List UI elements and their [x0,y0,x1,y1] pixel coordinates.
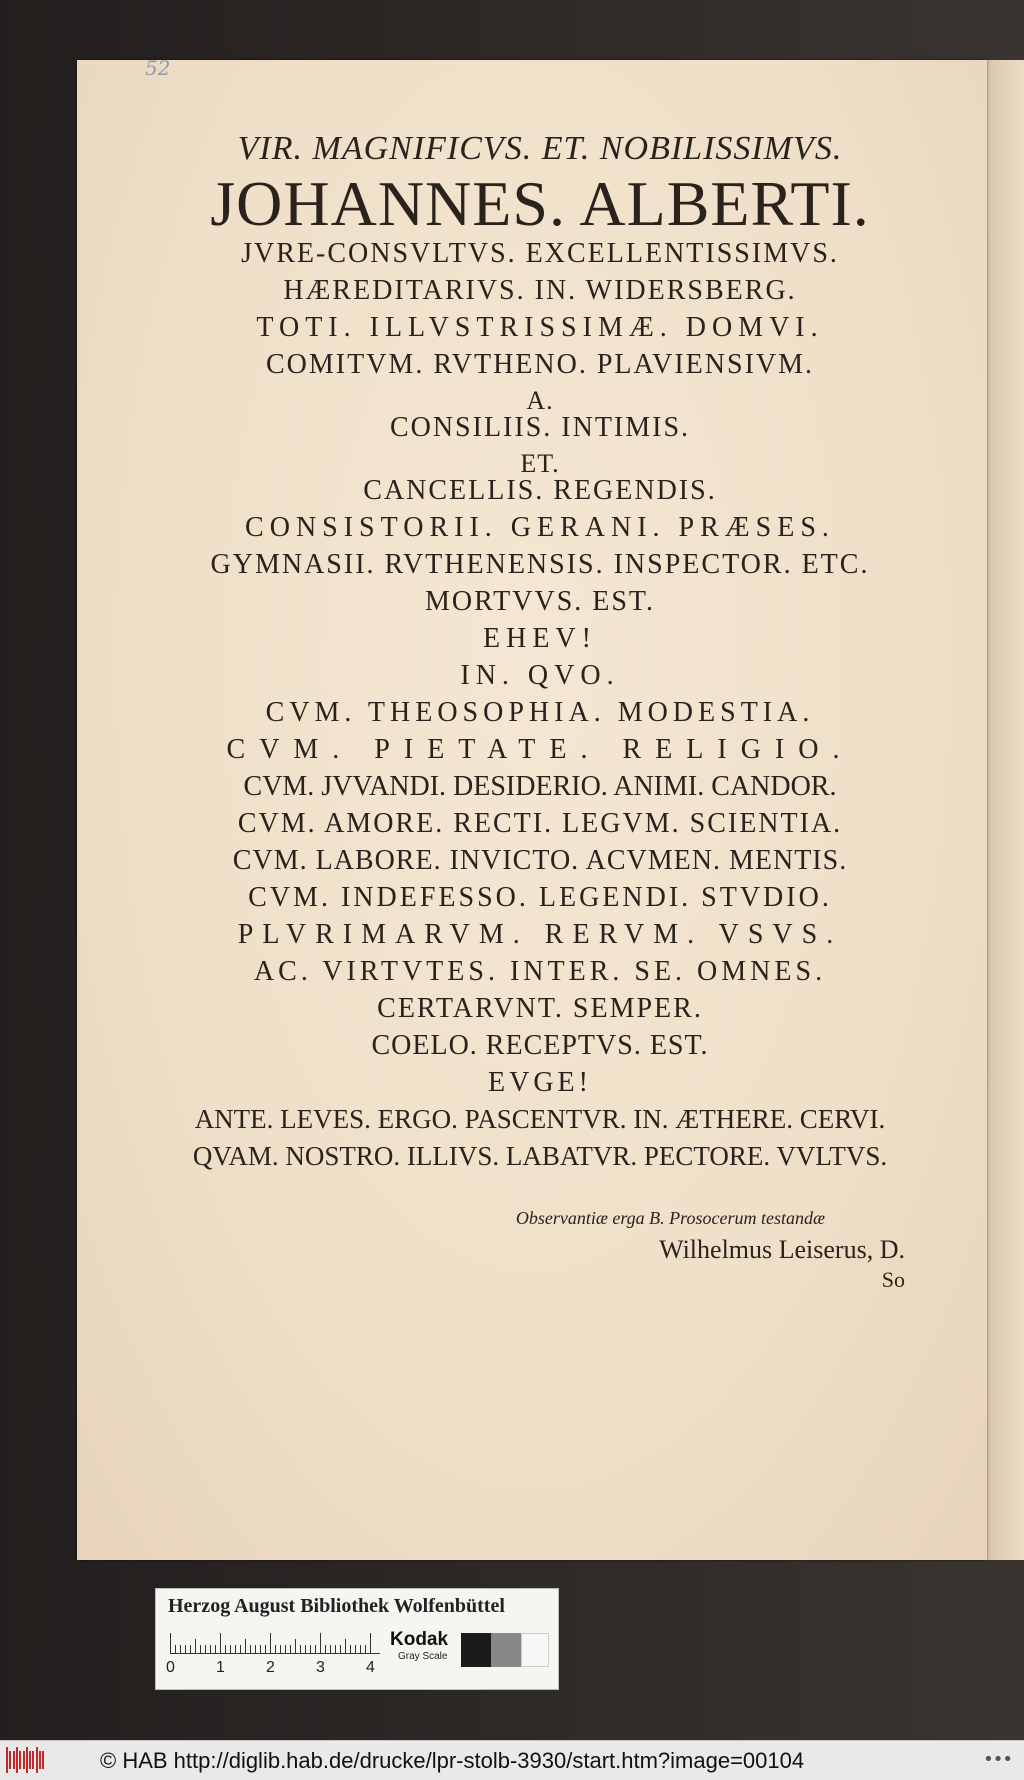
logo-stripe [29,1751,31,1769]
epitaph-line: COMITVM. RVTHENO. PLAVIENSIVM. [265,351,815,380]
ruler-tick [360,1645,361,1653]
ruler-tick [240,1645,241,1653]
logo-stripe [32,1751,34,1769]
logo-stripe [6,1747,8,1773]
epitaph-line: CVM. THEOSOPHIA. MODESTIA. [265,699,815,728]
logo-stripe [19,1751,21,1769]
ruler-tick [195,1639,196,1653]
epitaph-line: CVM. JVVANDI. DESIDERIO. ANIMI. CANDOR. [243,773,837,802]
ruler-tick [350,1645,351,1653]
logo-stripe [13,1751,15,1769]
ruler-tick [315,1645,316,1653]
gray-swatch-dark [461,1633,491,1667]
logo-stripe [36,1747,38,1773]
ruler-tick [225,1645,226,1653]
epitaph-line: HÆREDITARIVS. IN. WIDERSBERG. [283,277,797,306]
ruler-tick [335,1645,336,1653]
epitaph-name-line: JOHANNES. ALBERTI. [210,172,870,239]
ruler-tick [190,1645,191,1653]
ruler-tick [365,1645,366,1653]
epitaph-line: EVGE! [488,1069,592,1098]
copyright-url[interactable]: © HAB http://diglib.hab.de/drucke/lpr-stolb-3930/start.htm?image=00104 [100,1748,805,1773]
epitaph-line: A. [526,388,554,414]
epitaph-line: CVM. AMORE. RECTI. LEGVM. SCIENTIA. [237,810,843,839]
ruler-tick [300,1645,301,1653]
logo-stripe [16,1747,18,1773]
ruler-number: 2 [266,1659,275,1676]
ruler-tick [250,1645,251,1653]
ruler-tick [320,1633,321,1653]
epitaph-line: CONSISTORII. GERANI. PRÆSES. [245,514,835,543]
signature-note: Observantiæ erga B. Prosocerum testandæ [515,1208,825,1228]
ruler-tick [340,1645,341,1653]
ruler-number: 1 [216,1659,225,1676]
epitaph-line: CERTARVNT. SEMPER. [377,995,703,1024]
ellipsis-icon[interactable]: ••• [983,1749,1012,1770]
epitaph-line: ET. [520,451,560,477]
ruler-tick [370,1633,371,1653]
epitaph-line: COELO. RECEPTVS. EST. [371,1032,709,1061]
signature-name: Wilhelmus Leiserus, D. [659,1235,905,1264]
ruler-tick [185,1645,186,1653]
ruler-tick [285,1645,286,1653]
epitaph-line: TOTI. ILLVSTRISSIMÆ. DOMVI. [256,314,824,343]
ruler-tick [270,1633,271,1653]
ruler-tick [210,1645,211,1653]
epitaph-line: VIR. MAGNIFICVS. ET. NOBILISSIMVS. [237,132,843,167]
ruler-tick [220,1633,221,1653]
epitaph-line: CVM. LABORE. INVICTO. ACVMEN. MENTIS. [232,847,848,876]
ruler [170,1631,380,1654]
ruler-tick [265,1645,266,1653]
ruler-tick [255,1645,256,1653]
ruler-tick [355,1645,356,1653]
catchword: So [881,1267,905,1292]
ruler-tick [230,1645,231,1653]
logo-stripe [23,1751,25,1769]
epitaph-line: CONSILIIS. INTIMIS. [389,414,691,443]
epitaph-line: AC. VIRTVTES. INTER. SE. OMNES. [253,958,827,987]
ruler-tick [290,1645,291,1653]
epitaph-line: JVRE-CONSVLTVS. EXCELLENTISSIMVS. [241,240,839,269]
epitaph-line: CANCELLIS. REGENDIS. [363,477,717,506]
ruler-tick [175,1645,176,1653]
ruler-tick [245,1639,246,1653]
footer-bar [0,1740,1024,1780]
epitaph-text [160,132,920,1180]
next-page-edge [987,60,1024,1560]
ruler-tick [305,1645,306,1653]
epitaph-line: EHEV! [483,625,597,654]
color-calibration-card [155,1588,559,1690]
epitaph-line: CVM. PIETATE. RELIGIO. [226,736,854,765]
page-corner-mark: 52 [145,56,171,80]
library-title: Herzog August Bibliothek Wolfenbüttel [168,1595,505,1617]
gray-swatch-mid [491,1633,521,1667]
epitaph-line: QVAM. NOSTRO. ILLIVS. LABATVR. PECTORE. VVLTVS. [192,1143,888,1171]
epitaph-line: CVM. INDEFESSO. LEGENDI. STVDIO. [248,884,832,913]
ruler-tick [280,1645,281,1653]
ruler-tick [330,1645,331,1653]
epitaph-line: ANTE. LEVES. ERGO. PASCENTVR. IN. ÆTHERE. CERVI. [194,1106,886,1134]
ruler-tick [345,1639,346,1653]
gray-scale-label: Gray Scale [398,1651,448,1662]
epitaph-line: IN. QVO. [460,662,620,691]
ruler-tick [260,1645,261,1653]
ruler-tick [205,1645,206,1653]
epitaph-line: GYMNASII. RVTHENENSIS. INSPECTOR. ETC. [210,551,870,580]
ruler-tick [295,1639,296,1653]
ruler-number: 3 [316,1659,325,1676]
ruler-number: 4 [366,1659,375,1676]
ruler-tick [200,1645,201,1653]
kodak-brand: Kodak [390,1629,449,1650]
logo-stripe [42,1751,44,1769]
hab-logo-icon [6,1747,46,1773]
logo-stripe [9,1751,11,1769]
logo-stripe [39,1751,41,1769]
ruler-tick [180,1645,181,1653]
ruler-tick [310,1645,311,1653]
gray-swatch-light [521,1633,549,1667]
ruler-tick [325,1645,326,1653]
signature-block [160,1208,905,1293]
epitaph-line: PLVRIMARVM. RERVM. VSVS. [237,921,843,950]
ruler-tick [275,1645,276,1653]
ruler-tick [215,1645,216,1653]
logo-stripe [26,1747,28,1773]
epitaph-line: MORTVVS. EST. [425,588,655,617]
ruler-number: 0 [166,1659,175,1676]
ruler-tick [235,1645,236,1653]
ruler-tick [170,1633,171,1653]
